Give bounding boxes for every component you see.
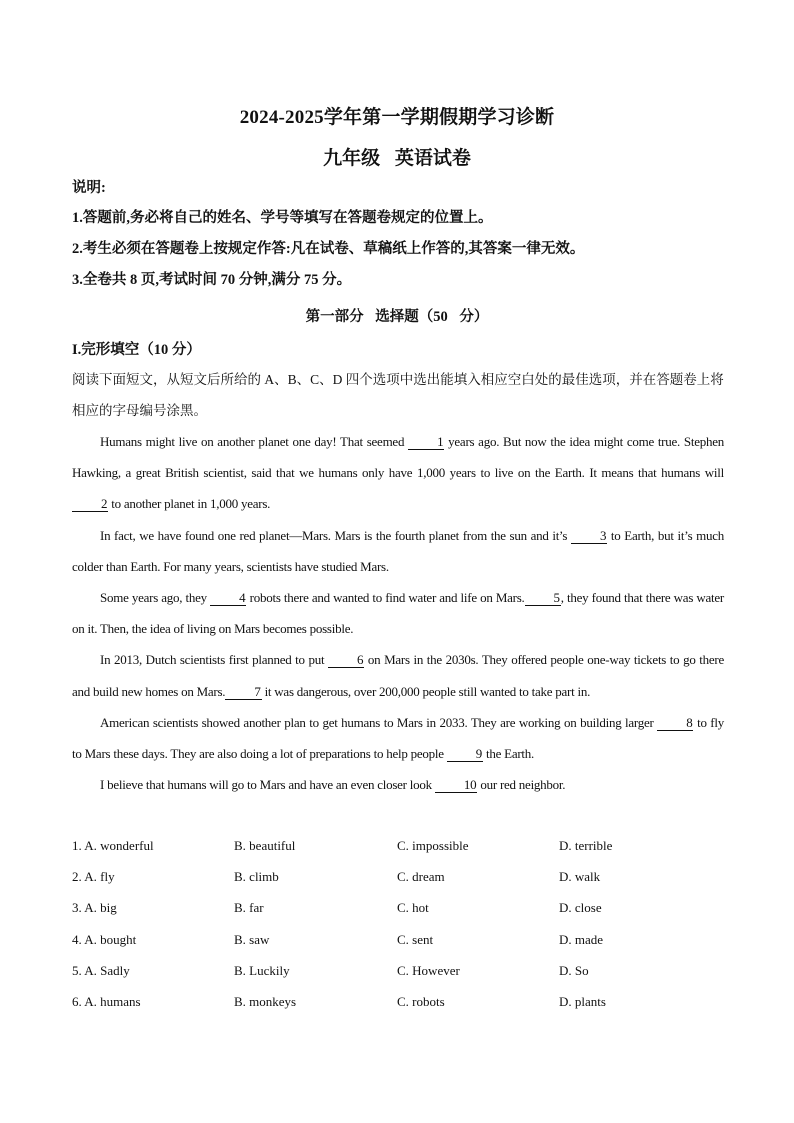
blank-9: 9	[447, 747, 483, 762]
passage-text: to Earth, but it’s much colder than Earth. For many years, scientists have studied Mars.	[72, 527, 724, 574]
passage-text: In fact, we have found one red planet—Mars. Mars is the fourth planet from the sun and it’s	[100, 527, 571, 543]
passage-paragraph	[72, 520, 724, 582]
option-c: C. sent	[397, 931, 434, 947]
question-row	[72, 867, 732, 898]
part-intro: 阅读下面短文，从短文后所给的 A、B、C、D 四个选项中选出能填入相应空白处的最佳选项，并在答题卷上将相应的字母编号涂黑。	[72, 372, 724, 418]
blank-6: 6	[328, 653, 364, 668]
passage-text: the Earth.	[483, 746, 535, 762]
instruction-item: 1.答题前,务必将自己的姓名、学号等填写在答题卷规定的位置上。	[72, 210, 493, 226]
option-a: 5. A. Sadly	[72, 962, 130, 978]
option-c: C. hot	[397, 900, 429, 916]
option-b: B. monkeys	[234, 993, 297, 1009]
option-a: 1. A. wonderful	[72, 838, 154, 853]
option-d: D. plants	[559, 993, 606, 1009]
passage-text: Humans might live on another planet one day! That seemed	[100, 434, 409, 449]
option-c: C. robots	[397, 993, 445, 1009]
passage-text: In 2013, Dutch scientists first planned to put	[100, 652, 328, 668]
blank-3: 3	[571, 529, 607, 544]
option-d: D. terrible	[559, 838, 613, 853]
option-b: B. Luckily	[234, 962, 290, 978]
section-title: 第一部分 选择题（50 分）	[305, 309, 489, 325]
option-b: B. saw	[234, 931, 270, 947]
passage-text: on Mars in the 2030s. They offered people one-way tickets to go there and build new homes on Mars.	[72, 652, 724, 699]
answer-options	[72, 836, 732, 1023]
passage-text: , they found that there was water on it. Then, the idea of living on Mars becomes possible.	[72, 590, 724, 637]
exam-title: 2024-2025学年第一学期假期学习诊断	[239, 107, 555, 128]
option-c: C. dream	[397, 869, 445, 885]
instruction-item: 2.考生必须在答题卷上按规定作答:凡在试卷、草稿纸上作答的,其答案一律无效。	[72, 241, 585, 257]
option-b: B. beautiful	[234, 838, 296, 853]
passage-text: Some years ago, they	[100, 590, 211, 606]
passage-paragraph	[72, 426, 724, 520]
blank-4: 4	[210, 591, 246, 606]
blank-1: 1	[408, 435, 444, 450]
passage-paragraph	[72, 707, 724, 769]
passage-text: our red neighbor.	[477, 777, 566, 793]
passage-text: to another planet in 1,000 years.	[108, 496, 271, 512]
option-d: D. made	[559, 931, 604, 947]
blank-10: 10	[435, 778, 478, 793]
blank-5: 5	[525, 591, 561, 606]
blank-8: 8	[657, 716, 693, 731]
option-a: 2. A. fly	[72, 869, 115, 885]
cloze-passage	[72, 426, 724, 800]
passage-paragraph	[72, 769, 724, 800]
option-a: 3. A. big	[72, 900, 117, 916]
question-row	[72, 898, 732, 929]
instruction-item: 3.全卷共 8 页,考试时间 70 分钟,满分 75 分。	[72, 272, 352, 288]
blank-7: 7	[225, 685, 261, 700]
option-c: C. impossible	[397, 838, 469, 853]
passage-text: it was dangerous, over 200,000 people still wanted to take part in.	[261, 683, 591, 699]
instructions-heading: 说明:	[72, 180, 106, 196]
passage-text: I believe that humans will go to Mars and have an even closer look	[100, 777, 435, 793]
question-row	[72, 992, 732, 1023]
question-row	[72, 961, 732, 992]
option-a: 4. A. bought	[72, 931, 137, 947]
passage-text: robots there and wanted to find water and life on Mars.	[246, 590, 525, 606]
option-d: D. So	[559, 962, 589, 978]
passage-text: to fly to Mars these days. They are also doing a lot of preparations to help people	[72, 714, 724, 762]
blank-2: 2	[72, 497, 108, 512]
option-a: 6. A. humans	[72, 993, 141, 1009]
option-d: D. close	[559, 900, 602, 916]
option-c: C. However	[397, 962, 460, 978]
option-d: D. walk	[559, 869, 601, 885]
instructions	[72, 178, 722, 301]
passage-text: American scientists showed another plan to get humans to Mars in 2033. They are working on building larger	[100, 714, 658, 730]
question-row	[72, 836, 732, 867]
exam-subtitle: 九年级 英语试卷	[323, 148, 471, 169]
option-b: B. far	[234, 900, 264, 916]
option-b: B. climb	[234, 869, 279, 885]
passage-paragraph	[72, 582, 724, 644]
passage-paragraph	[72, 644, 724, 706]
part-title: I.完形填空（10 分）	[72, 342, 201, 358]
passage-text: years ago. But now the idea might come true. Stephen Hawking, a great British scientist, said that we humans only have 1,000 years to live on the Earth. It means that humans will	[72, 434, 725, 481]
question-row	[72, 930, 732, 961]
